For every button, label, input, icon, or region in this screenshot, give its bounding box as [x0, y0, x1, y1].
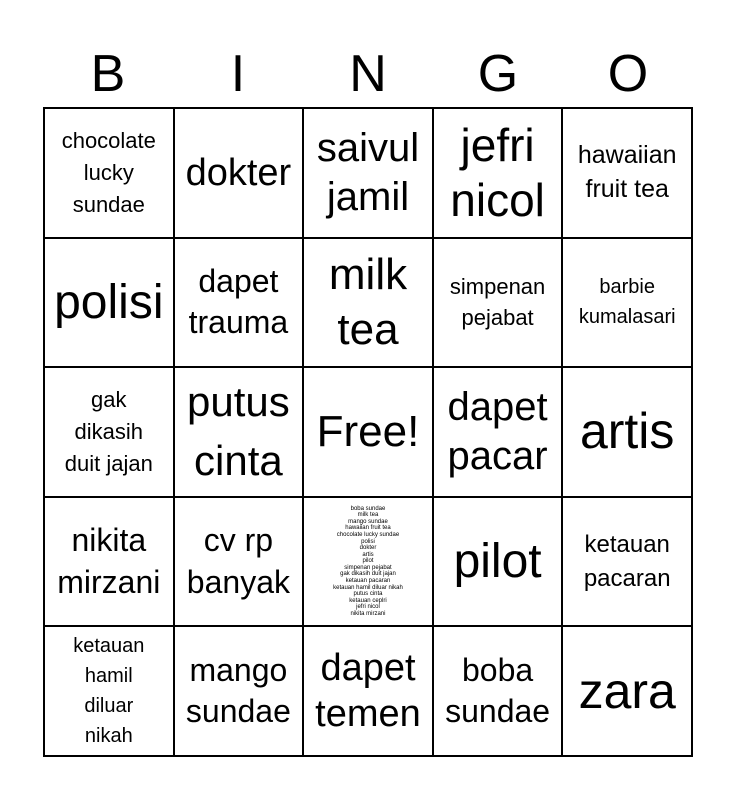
cell-text: boba sundae — [445, 651, 551, 730]
bingo-cell[interactable] — [44, 367, 174, 497]
bingo-cell[interactable] — [44, 108, 174, 238]
bingo-cell[interactable] — [433, 367, 563, 497]
cell-text: hawaiian fruit tea — [577, 141, 677, 203]
bingo-cell[interactable] — [174, 626, 304, 756]
cell-text: dokter — [185, 151, 292, 194]
bingo-cell[interactable] — [433, 497, 563, 627]
bingo-cell[interactable] — [174, 367, 304, 497]
cell-text: dapet pacar — [447, 385, 548, 478]
cell-text: zara — [578, 662, 676, 719]
cell-text: putus cinta — [187, 378, 290, 484]
bingo-cell[interactable] — [562, 626, 692, 756]
cell-text: gak dikasih duit jajan — [64, 387, 153, 476]
cell-text: saivul jamil — [316, 126, 420, 219]
bingo-cell[interactable] — [562, 367, 692, 497]
cell-text: chocolate lucky sundae — [61, 127, 156, 217]
cell-text: pilot — [453, 535, 542, 588]
bingo-cell[interactable] — [562, 108, 692, 238]
bingo-cell[interactable] — [433, 238, 563, 368]
cell-text-tiny-list: boba sundae milk tea mango sundae hawaiian fruit tea chocolate lucky sundae polisi dokter artis pilot simpenan pejabat gak dikasih duit jajan ketauan pacaran ketauan hamil diluar nikah putus cinta ketauan ceplri jefri nicol nikita mirzani — [333, 505, 403, 618]
cell-text: polisi — [54, 275, 164, 329]
bingo-cell[interactable] — [433, 626, 563, 756]
cell-text: cv rp banyak — [186, 522, 290, 600]
bingo-cell[interactable] — [562, 238, 692, 368]
free-space-text: Free! — [316, 407, 420, 457]
bingo-cell[interactable] — [44, 497, 174, 627]
cell-text: simpenan pejabat — [449, 273, 546, 331]
bingo-cell[interactable] — [562, 497, 692, 627]
cell-text: ketauan hamil diluar nikah — [73, 635, 145, 748]
cell-text: artis — [579, 403, 675, 460]
header-letter-i: I — [230, 45, 246, 103]
cell-text: dapet temen — [315, 646, 421, 736]
bingo-cell[interactable] — [303, 497, 433, 627]
header-letter-g: G — [477, 45, 519, 103]
bingo-header — [43, 40, 693, 108]
free-space-cell[interactable] — [303, 367, 433, 497]
cell-text: nikita mirzani — [57, 522, 161, 600]
bingo-cell[interactable] — [44, 238, 174, 368]
header-letter-b: B — [90, 45, 126, 103]
cell-text: jefri nicol — [450, 118, 545, 226]
bingo-cell[interactable] — [174, 497, 304, 627]
bingo-cell[interactable] — [174, 238, 304, 368]
cell-text: ketauan pacaran — [583, 530, 671, 592]
header-letter-n: N — [349, 45, 387, 103]
cell-text: mango sundae — [185, 651, 291, 730]
bingo-cell[interactable] — [174, 108, 304, 238]
bingo-cell[interactable] — [303, 238, 433, 368]
cell-text: dapet trauma — [188, 262, 289, 341]
bingo-cell[interactable] — [44, 626, 174, 756]
bingo-cell[interactable] — [303, 626, 433, 756]
bingo-board — [43, 107, 693, 757]
header-letter-o: O — [607, 45, 649, 103]
cell-text: barbie kumalasari — [578, 276, 676, 329]
cell-text: milk tea — [328, 250, 408, 355]
bingo-cell[interactable] — [433, 108, 563, 238]
bingo-cell[interactable] — [303, 108, 433, 238]
